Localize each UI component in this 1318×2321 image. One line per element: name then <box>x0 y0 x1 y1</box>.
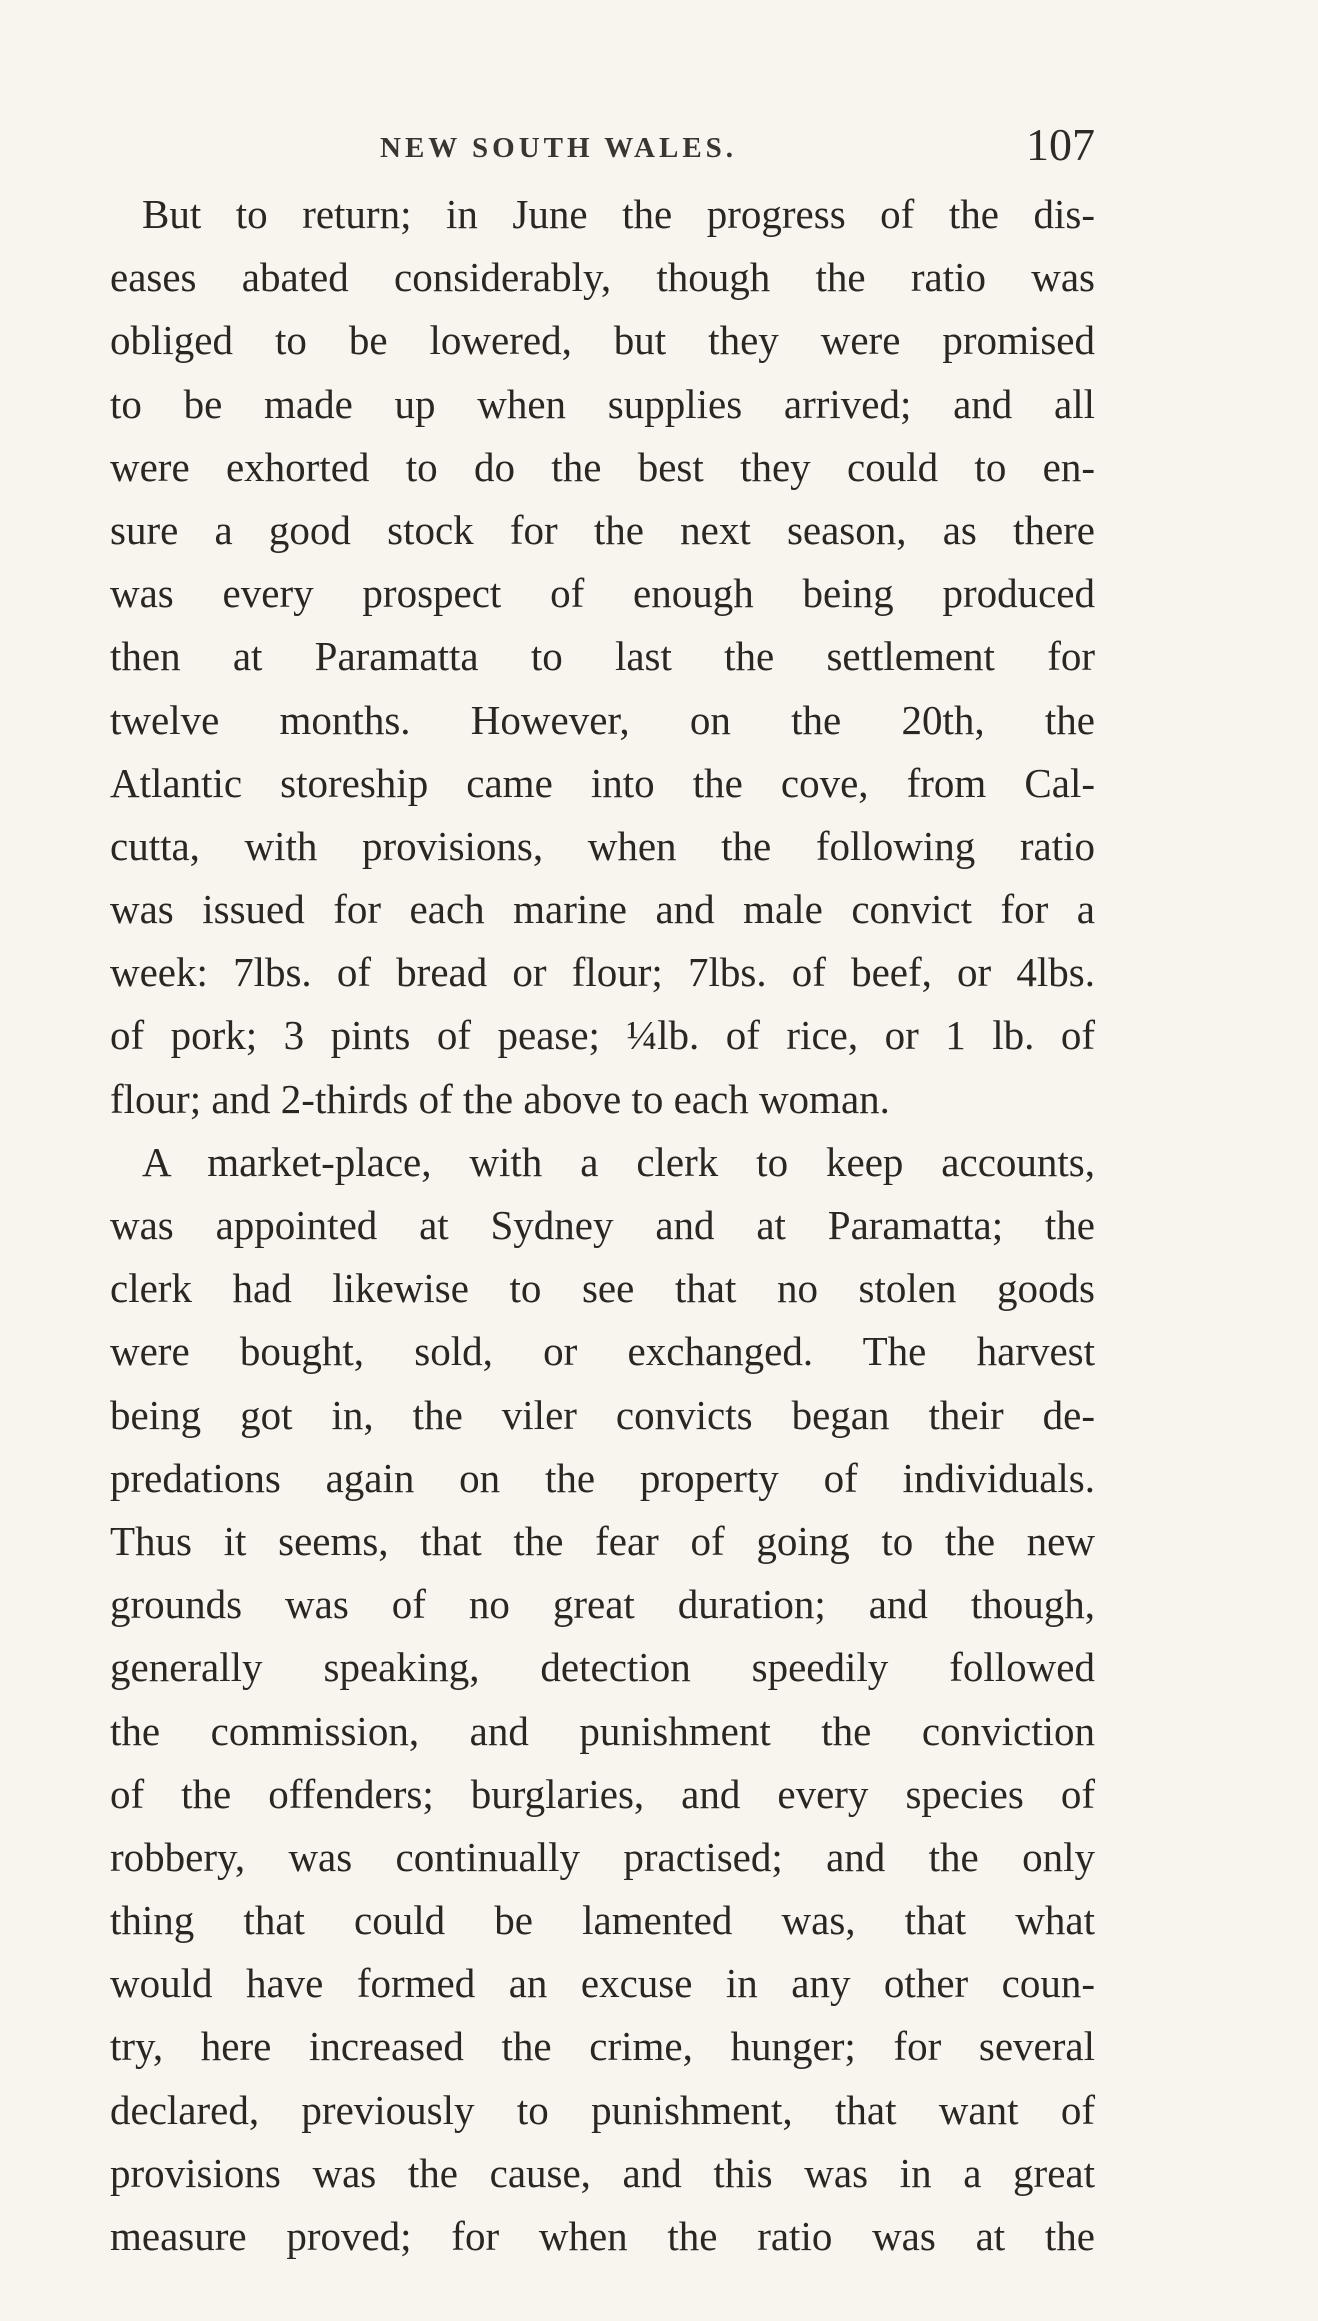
text-line: robbery, was continually practised; and the only <box>110 1833 1095 1880</box>
running-head <box>110 118 1095 178</box>
text-line: week: 7lbs. of bread or flour; 7lbs. of beef, or 4lbs. <box>110 949 1095 996</box>
text-line: were exhorted to do the best they could to en- <box>110 443 1095 490</box>
text-line: cutta, with provisions, when the following ratio <box>110 822 1095 869</box>
text-line: to be made up when supplies arrived; and all <box>110 380 1095 427</box>
text-line: Atlantic storeship came into the cove, from Cal- <box>110 759 1095 806</box>
text-line: But to return; in June the progress of the dis- <box>142 191 1095 237</box>
text-line: measure proved; for when the ratio was at the <box>110 2213 1095 2259</box>
text-line: Thus it seems, that the fear of going to the new <box>110 1517 1095 1564</box>
text-line: was every prospect of enough being produced <box>110 570 1095 617</box>
text-line: eases abated considerably, though the ratio was <box>110 254 1095 301</box>
body-text <box>110 183 1095 2268</box>
text-line: declared, previously to punishment, that want of <box>110 2086 1095 2133</box>
text-line: A market-place, with a clerk to keep accounts, <box>142 1138 1095 1185</box>
text-line: was issued for each marine and male convict for a <box>110 886 1095 933</box>
page-number: 107 <box>1026 119 1095 170</box>
text-line: clerk had likewise to see that no stolen goods <box>110 1265 1095 1312</box>
text-line: then at Paramatta to last the settlement for <box>110 633 1095 680</box>
text-line: of the offenders; burglaries, and every species of <box>110 1770 1095 1817</box>
text-line: predations again on the property of individuals. <box>110 1454 1095 1501</box>
text-line: would have formed an excuse in any other coun- <box>110 1960 1095 2007</box>
text-line: generally speaking, detection speedily followed <box>110 1644 1095 1691</box>
text-line: was appointed at Sydney and at Paramatta; the <box>110 1202 1095 1248</box>
running-title: NEW SOUTH WALES. <box>380 132 738 164</box>
text-line: thing that could be lamented was, that what <box>110 1897 1095 1944</box>
text-line: grounds was of no great duration; and though, <box>110 1581 1095 1628</box>
text-line: obliged to be lowered, but they were promised <box>110 317 1095 364</box>
text-line: try, here increased the crime, hunger; for several <box>110 2023 1095 2070</box>
text-line: twelve months. However, on the 20th, the <box>110 696 1095 743</box>
text-line: of pork; 3 pints of pease; ¼lb. of rice, or 1 lb. of <box>110 1012 1095 1059</box>
text-line: provisions was the cause, and this was in a great <box>110 2149 1095 2196</box>
text-line: sure a good stock for the next season, as there <box>110 506 1095 553</box>
text-line: the commission, and punishment the conviction <box>110 1707 1095 1754</box>
text-line: being got in, the viler convicts began their de- <box>110 1391 1095 1438</box>
text-line: flour; and 2-thirds of the above to each woman. <box>110 1075 890 1122</box>
text-line: were bought, sold, or exchanged. The harvest <box>110 1328 1095 1375</box>
